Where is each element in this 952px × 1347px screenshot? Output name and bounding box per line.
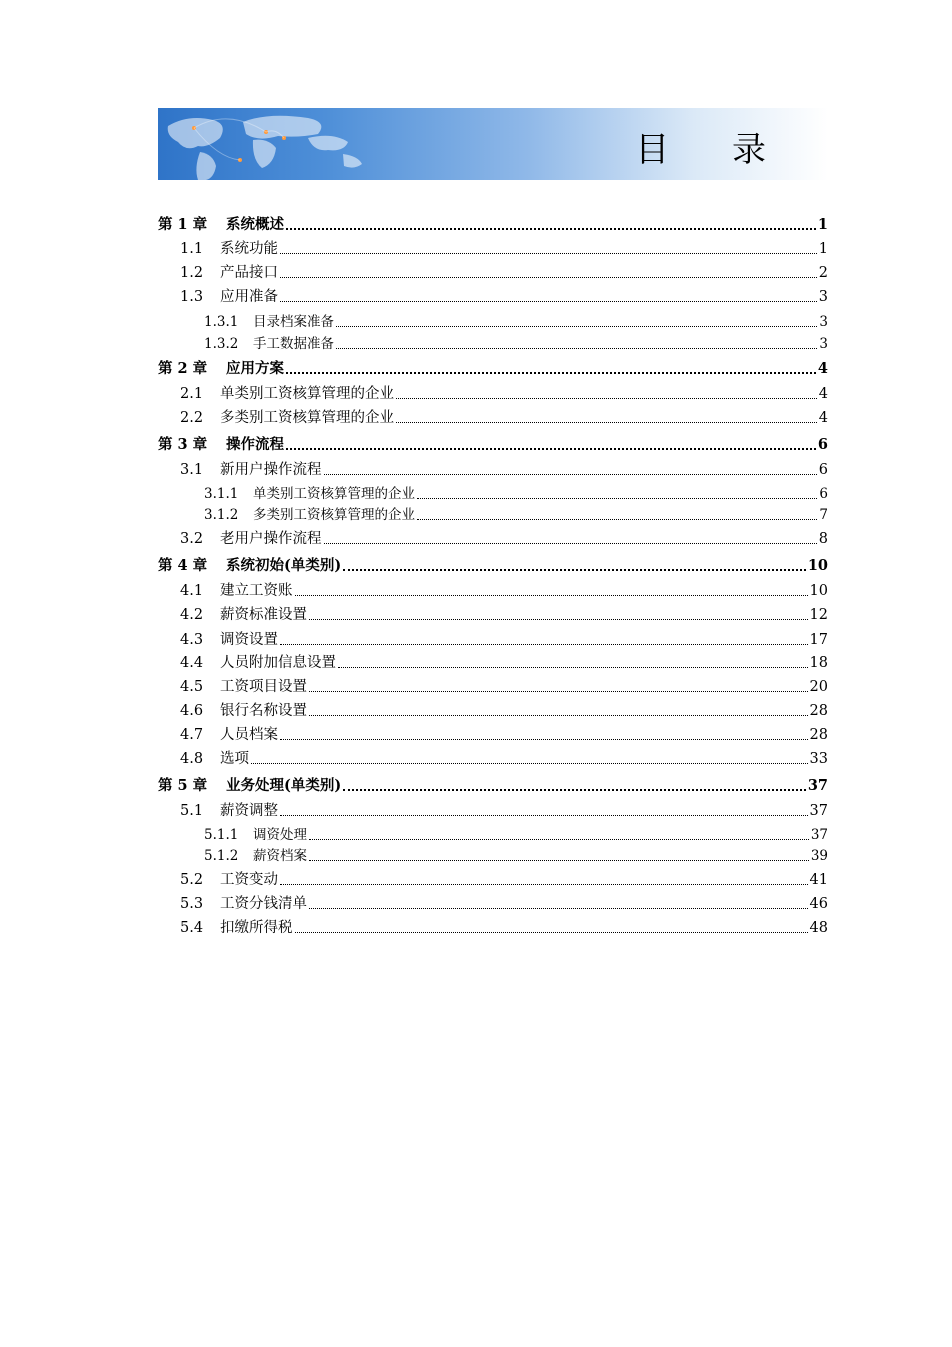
- dot-leader: [280, 883, 808, 885]
- toc-entry-page: 37: [809, 803, 828, 819]
- dot-leader: [251, 762, 808, 764]
- toc-entry-page: 4: [817, 360, 828, 377]
- toc-entry[interactable]: [158, 383, 828, 405]
- toc-entry-title: 薪资档案: [253, 848, 307, 864]
- toc-entry[interactable]: [158, 800, 828, 822]
- toc-entry-page: 46: [809, 896, 828, 912]
- toc-entry[interactable]: [158, 214, 828, 236]
- dot-leader: [286, 447, 816, 450]
- toc-entry-page: 4: [818, 386, 828, 402]
- toc-entry-number: 第 2 章: [158, 360, 208, 377]
- toc-entry-page: 3: [819, 336, 828, 352]
- toc-entry-title: 业务处理(单类别): [226, 777, 342, 794]
- toc-entry[interactable]: [158, 893, 828, 915]
- toc-entry-number: 4.5: [180, 679, 204, 695]
- toc-entry-title: 操作流程: [226, 436, 284, 453]
- dot-leader: [336, 347, 817, 349]
- toc-entry-title: 产品接口: [220, 265, 278, 281]
- toc-entry-number: 5.1.2: [204, 848, 239, 864]
- toc-entry[interactable]: [158, 555, 828, 577]
- dot-leader: [280, 738, 808, 740]
- toc-entry[interactable]: [158, 528, 828, 550]
- toc-entry[interactable]: [158, 238, 828, 260]
- toc-entry-number: 4.3: [180, 632, 204, 648]
- toc-entry[interactable]: [158, 748, 828, 770]
- toc-entry[interactable]: [158, 434, 828, 456]
- toc-entry-number: 5.4: [180, 920, 204, 936]
- toc-entry[interactable]: [158, 333, 828, 355]
- toc-entry[interactable]: [158, 845, 828, 867]
- toc-entry-number: 1.1: [180, 241, 204, 257]
- toc-entry-number: 3.1: [180, 462, 204, 478]
- dot-leader: [309, 690, 808, 692]
- toc-entry[interactable]: [158, 407, 828, 429]
- toc-entry-number: 3.1.2: [204, 507, 239, 523]
- dot-leader: [324, 473, 817, 475]
- toc-entry-page: 37: [807, 777, 828, 794]
- toc-entry-title: 调资处理: [253, 827, 307, 843]
- toc-entry-title: 选项: [220, 751, 249, 767]
- dot-leader: [343, 788, 806, 791]
- toc-entry[interactable]: [158, 286, 828, 308]
- dot-leader: [280, 252, 817, 254]
- page-title: 目 录: [635, 130, 792, 170]
- toc-entry-page: 2: [818, 265, 828, 281]
- toc-entry[interactable]: [158, 311, 828, 333]
- toc-entry[interactable]: [158, 629, 828, 651]
- toc-entry-page: 37: [810, 827, 828, 843]
- dot-leader: [343, 568, 806, 571]
- dot-leader: [295, 931, 808, 933]
- toc-entry-number: 1.3.1: [204, 314, 239, 330]
- toc-entry[interactable]: [158, 652, 828, 674]
- toc-entry-title: 工资项目设置: [220, 679, 307, 695]
- toc-entry-number: 4.4: [180, 655, 204, 671]
- dot-leader: [396, 397, 817, 399]
- dot-leader: [309, 838, 809, 840]
- dot-leader: [324, 542, 817, 544]
- toc-entry-title: 人员档案: [220, 727, 278, 743]
- toc-entry-title: 手工数据准备: [253, 336, 334, 352]
- toc-entry-number: 4.8: [180, 751, 204, 767]
- toc-entry[interactable]: [158, 775, 828, 797]
- toc-entry-title: 目录档案准备: [253, 314, 334, 330]
- toc-entry[interactable]: [158, 580, 828, 602]
- dot-leader: [338, 666, 808, 668]
- toc-entry-page: 48: [809, 920, 828, 936]
- toc-entry-number: 2.2: [180, 410, 204, 426]
- toc-entry-title: 工资变动: [220, 872, 278, 888]
- toc-entry-page: 8: [818, 531, 828, 547]
- toc-entry-page: 6: [818, 462, 828, 478]
- toc-entry-title: 系统功能: [220, 241, 278, 257]
- toc-entry-page: 12: [809, 607, 828, 623]
- toc-entry-page: 10: [809, 583, 828, 599]
- toc-entry[interactable]: [158, 459, 828, 481]
- toc-entry-number: 1.3.2: [204, 336, 239, 352]
- toc-entry-number: 1.2: [180, 265, 204, 281]
- toc-entry-number: 5.1.1: [204, 827, 239, 843]
- toc-entry-page: 3: [819, 314, 828, 330]
- toc-entry-title: 薪资调整: [220, 803, 278, 819]
- toc-entry-title: 应用方案: [226, 360, 284, 377]
- dot-leader: [417, 518, 817, 520]
- toc-entry-number: 第 5 章: [158, 777, 208, 794]
- toc-entry-title: 薪资标准设置: [220, 607, 307, 623]
- toc-entry-number: 5.1: [180, 803, 204, 819]
- toc-entry-number: 第 4 章: [158, 557, 208, 574]
- toc-entry[interactable]: [158, 504, 828, 526]
- toc-entry-title: 工资分钱清单: [220, 896, 307, 912]
- toc-entry-page: 20: [809, 679, 828, 695]
- dot-leader: [286, 371, 816, 374]
- toc-entry-page: 28: [809, 703, 828, 719]
- toc-entry[interactable]: [158, 824, 828, 846]
- dot-leader: [309, 859, 809, 861]
- toc-entry-page: 28: [809, 727, 828, 743]
- toc-entry-title: 人员附加信息设置: [220, 655, 336, 671]
- toc-entry-title: 系统初始(单类别): [226, 557, 342, 574]
- dot-leader: [417, 497, 817, 499]
- toc-entry[interactable]: [158, 604, 828, 626]
- toc-entry-number: 2.1: [180, 386, 204, 402]
- dot-leader: [309, 907, 808, 909]
- toc-entry-number: 4.7: [180, 727, 204, 743]
- dot-leader: [336, 325, 817, 327]
- toc-entry-number: 1.3: [180, 289, 204, 305]
- toc-entry[interactable]: [158, 724, 828, 746]
- toc-entry-page: 6: [817, 436, 828, 453]
- toc-entry-number: 4.2: [180, 607, 204, 623]
- toc-entry-page: 39: [810, 848, 828, 864]
- toc-entry-title: 新用户操作流程: [220, 462, 322, 478]
- toc-entry-page: 10: [807, 557, 828, 574]
- toc-entry-page: 17: [809, 632, 828, 648]
- toc-entry-page: 3: [818, 289, 828, 305]
- toc-entry-title: 应用准备: [220, 289, 278, 305]
- toc-entry-number: 4.1: [180, 583, 204, 599]
- dot-leader: [280, 276, 817, 278]
- toc-entry-page: 18: [809, 655, 828, 671]
- toc-entry-page: 41: [809, 872, 828, 888]
- toc-entry-title: 扣缴所得税: [220, 920, 293, 936]
- dot-leader: [309, 618, 808, 620]
- dot-leader: [280, 814, 808, 816]
- toc-entry-title: 系统概述: [226, 216, 284, 233]
- toc-entry-title: 老用户操作流程: [220, 531, 322, 547]
- toc-entry-title: 单类别工资核算管理的企业: [220, 386, 394, 402]
- toc-entry-number: 3.2: [180, 531, 204, 547]
- toc-entry-page: 6: [819, 486, 828, 502]
- toc-entry-number: 第 3 章: [158, 436, 208, 453]
- toc-entry[interactable]: [158, 483, 828, 505]
- dot-leader: [280, 643, 808, 645]
- toc-entry-page: 7: [819, 507, 828, 523]
- toc-entry-page: 4: [818, 410, 828, 426]
- toc-entry-title: 调资设置: [220, 632, 278, 648]
- toc-entry-title: 多类别工资核算管理的企业: [253, 507, 415, 523]
- header-banner: [158, 108, 828, 180]
- toc-entry[interactable]: [158, 917, 828, 939]
- toc-entry-page: 1: [818, 241, 828, 257]
- toc-entry-number: 3.1.1: [204, 486, 239, 502]
- toc-entry-number: 5.3: [180, 896, 204, 912]
- toc-entry-title: 建立工资账: [220, 583, 293, 599]
- dot-leader: [280, 300, 817, 302]
- toc-entry-number: 4.6: [180, 703, 204, 719]
- toc-entry[interactable]: [158, 869, 828, 891]
- dot-leader: [286, 227, 816, 230]
- toc-entry-title: 单类别工资核算管理的企业: [253, 486, 415, 502]
- toc-entry-number: 第 1 章: [158, 216, 208, 233]
- dot-leader: [396, 421, 817, 423]
- toc-entry[interactable]: [158, 358, 828, 380]
- toc-entry[interactable]: [158, 676, 828, 698]
- toc-entry[interactable]: [158, 262, 828, 284]
- toc-entry-number: 5.2: [180, 872, 204, 888]
- toc-entry[interactable]: [158, 700, 828, 722]
- toc-entry-title: 银行名称设置: [220, 703, 307, 719]
- dot-leader: [295, 594, 808, 596]
- toc-entry-page: 33: [809, 751, 828, 767]
- toc-entry-page: 1: [817, 216, 828, 233]
- toc-entry-title: 多类别工资核算管理的企业: [220, 410, 394, 426]
- dot-leader: [309, 714, 808, 716]
